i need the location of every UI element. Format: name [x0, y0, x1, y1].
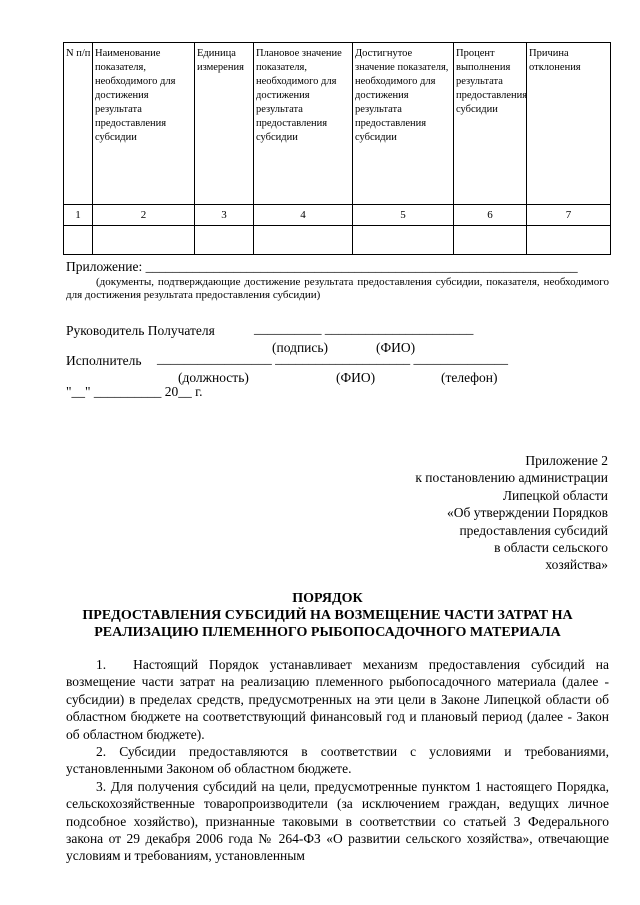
appendix-line: предоставления субсидий	[459, 522, 608, 538]
table-number-cell: 1	[64, 205, 93, 226]
signature-caption: (подпись)	[272, 340, 329, 355]
table-number-cell: 5	[353, 205, 454, 226]
table-header-cell: Наименование показателя, необходимого для достижения результата предоставления субсидии	[93, 43, 195, 205]
document-body	[66, 656, 609, 865]
table-empty-row	[64, 226, 611, 255]
appendix-line: хозяйства»	[545, 557, 608, 573]
executor-lines: _________________ ____________________ ______________	[157, 351, 508, 366]
table-empty-cell	[93, 226, 195, 255]
attachment-note: (документы, подтверждающие достижение результата предоставления субсидии, показателя, необходимого для достижения результата предоставления субсидии)	[66, 276, 609, 301]
appendix-line: Приложение 2	[525, 453, 608, 468]
appendix-block	[415, 452, 608, 574]
table-header-cell: Достигнутое значение показателя, необходимого для достижения результата предоставления субсидии	[353, 43, 454, 205]
table-empty-cell	[195, 226, 254, 255]
table-header-cell: Процент выполнения результата предоставления субсидии	[454, 43, 527, 205]
table-number-cell: 6	[454, 205, 527, 226]
fio-caption: (ФИО)	[376, 340, 416, 355]
date-line: "__" __________ 20__ г.	[66, 384, 203, 399]
table-empty-cell	[527, 226, 611, 255]
table-header-cell: Единица измерения	[195, 43, 254, 205]
table-header-row	[64, 43, 611, 205]
table-number-row	[64, 205, 611, 226]
table-header-cell: N п/п	[64, 43, 93, 205]
head-signature-lines: __________ ______________________	[254, 321, 474, 336]
table-empty-cell	[254, 226, 353, 255]
document-title: ПОРЯДОК	[292, 591, 363, 606]
table-empty-cell	[64, 226, 93, 255]
document-subtitle: РЕАЛИЗАЦИЮ ПЛЕМЕННОГО РЫБОПОСАДОЧНОГО МАТЕРИАЛА	[94, 625, 561, 640]
appendix-line: к постановлению администрации	[415, 470, 608, 486]
fio-caption: (ФИО)	[336, 370, 376, 385]
paragraph: 2. Субсидии предоставляются в соответствии с условиями и требованиями, установленными Законом об областном бюджете.	[66, 744, 609, 777]
table-empty-cell	[353, 226, 454, 255]
paragraph: 1. Настоящий Порядок устанавливает механизм предоставления субсидий на возмещение части затрат на реализацию племенного рыбопосадочного материала (далее - субсидии) в пределах средств, предусмотренных на эти цели в Законе Липецкой области об областном бюджете на соответствующий финансовый год и плановый период (далее - Закон об областном бюджете).	[66, 657, 609, 742]
table-number-cell: 4	[254, 205, 353, 226]
document-subtitle: ПРЕДОСТАВЛЕНИЯ СУБСИДИЙ НА ВОЗМЕЩЕНИЕ ЧАСТИ ЗАТРАТ НА	[82, 608, 573, 623]
position-caption: (должность)	[178, 370, 249, 385]
phone-caption: (телефон)	[441, 370, 498, 385]
table-empty-cell	[454, 226, 527, 255]
appendix-line: «Об утверждении Порядков	[447, 505, 608, 521]
report-table	[63, 42, 611, 255]
table-number-cell: 7	[527, 205, 611, 226]
executor-label: Исполнитель	[66, 353, 142, 368]
table-number-cell: 2	[93, 205, 195, 226]
table-header-cell: Плановое значение показателя, необходимого для достижения результата предоставления субсидии	[254, 43, 353, 205]
table-number-cell: 3	[195, 205, 254, 226]
head-signature-label: Руководитель Получателя	[66, 323, 215, 338]
appendix-line: Липецкой области	[502, 487, 608, 503]
paragraph: 3. Для получения субсидий на цели, предусмотренные пунктом 1 настоящего Порядка, сельскохозяйственные товаропроизводители (за исключением граждан, ведущих личное подсобное хозяйство), признанные таковыми в соответствии со статьей 3 Федерального закона от 29 декабря 2006 года № 264-ФЗ «О развитии сельского хозяйства», отвечающие условиям и требованиям, установленным	[66, 778, 609, 864]
table-header-cell: Причина отклонения	[527, 43, 611, 205]
appendix-line: в области сельского	[494, 540, 608, 556]
attachment-line: Приложение: ________________________________________________________________	[66, 259, 578, 274]
